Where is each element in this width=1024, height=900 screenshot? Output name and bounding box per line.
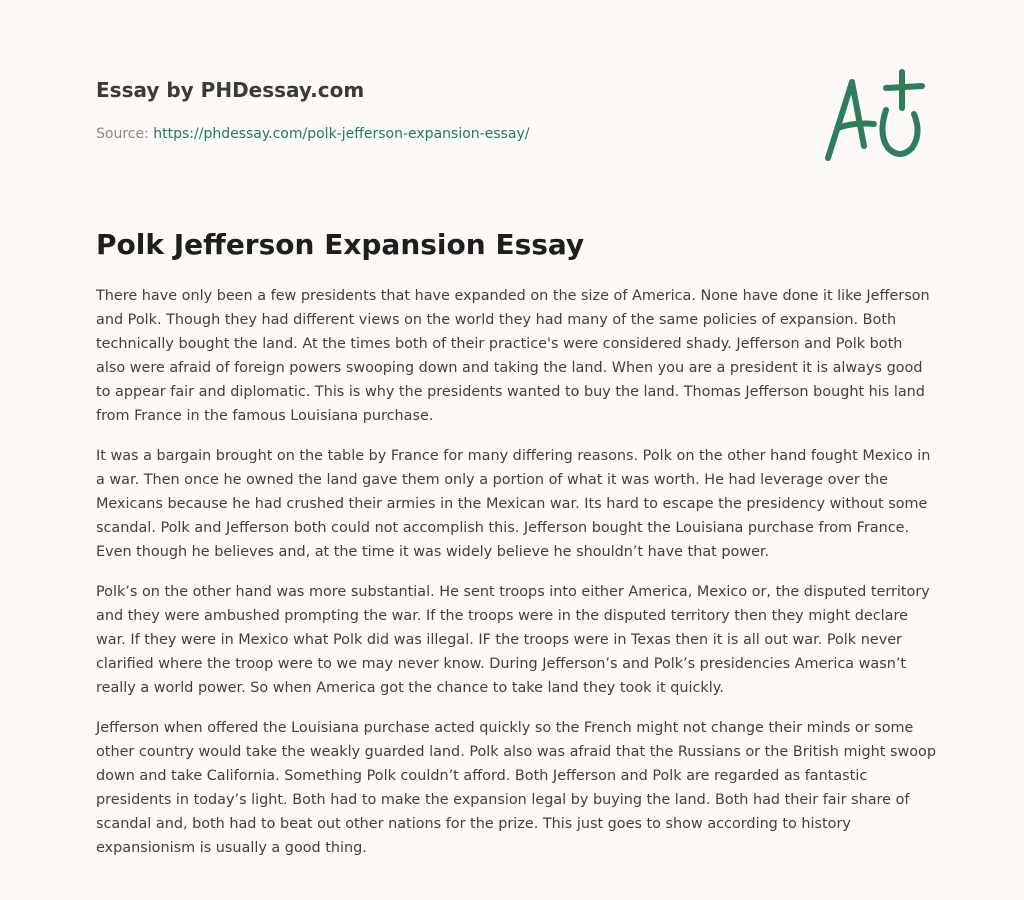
page-header — [96, 76, 796, 142]
essay-paragraph: There have only been a few presidents that have expanded on the size of America. None have done it like Jefferson and Polk. Though they had different views on the world they had many of the same policies of expansion. Both technically bought the land. At the times both of their practice's were considered shady. Jefferson and Polk both also were afraid of foreign powers swooping down and taking the land. When you are a president it is always good to appear fair and diplomatic. This is why the presidents wanted to buy the land. Thomas Jefferson bought his land from France in the famous Louisiana purchase. — [96, 288, 930, 424]
essay-paragraph: Jefferson when offered the Louisiana purchase acted quickly so the French might not change their minds or some other country would take the weakly guarded land. Polk also was afraid that the Russians or the British might swoop down and take California. Something Polk couldn’t afford. Both Jefferson and Polk are regarded as fantastic presidents in today’s light. Both had to make the expansion legal by buying the land. Both had their fair share of scandal and, both had to beat out other nations for the prize. This just goes to show according to history expansionism is usually a good thing. — [96, 720, 936, 856]
essay-title: Polk Jefferson Expansion Essay — [96, 228, 585, 261]
source-line — [96, 124, 529, 144]
source-label: Source: — [96, 126, 154, 142]
source-link[interactable]: https://phdessay.com/polk-jefferson-expansion-essay/ — [153, 126, 530, 142]
essay-body — [96, 284, 936, 876]
essay-paragraph: It was a bargain brought on the table by France for many differing reasons. Polk on the other hand fought Mexico in a war. Then once he owned the land gave them only a portion of what it was worth. He had leverage over the Mexicans because he had crushed their armies in the Mexican war. Its hard to escape the presidency without some scandal. Polk and Jefferson both could not accomplish this. Jefferson bought the Louisiana purchase from France. Even though he believes and, at the time it was widely believe he shouldn’t have that power. — [96, 448, 931, 560]
essay-paragraph: Polk’s on the other hand was more substantial. He sent troops into either America, Mexico or, the disputed territory and they were ambushed prompting the war. If the troops were in the disputed territory then they might declare war. If they were in Mexico what Polk did was illegal. IF the troops were in Texas then it is all out war. Polk never clarified where the troop were to we may never know. During Jefferson’s and Polk’s presidencies America wasn’t really a world power. So when America got the chance to take land they took it quickly. — [96, 584, 930, 696]
brand-title: Essay by PHDessay.com — [96, 78, 365, 102]
a-plus-grade-icon — [818, 64, 930, 168]
